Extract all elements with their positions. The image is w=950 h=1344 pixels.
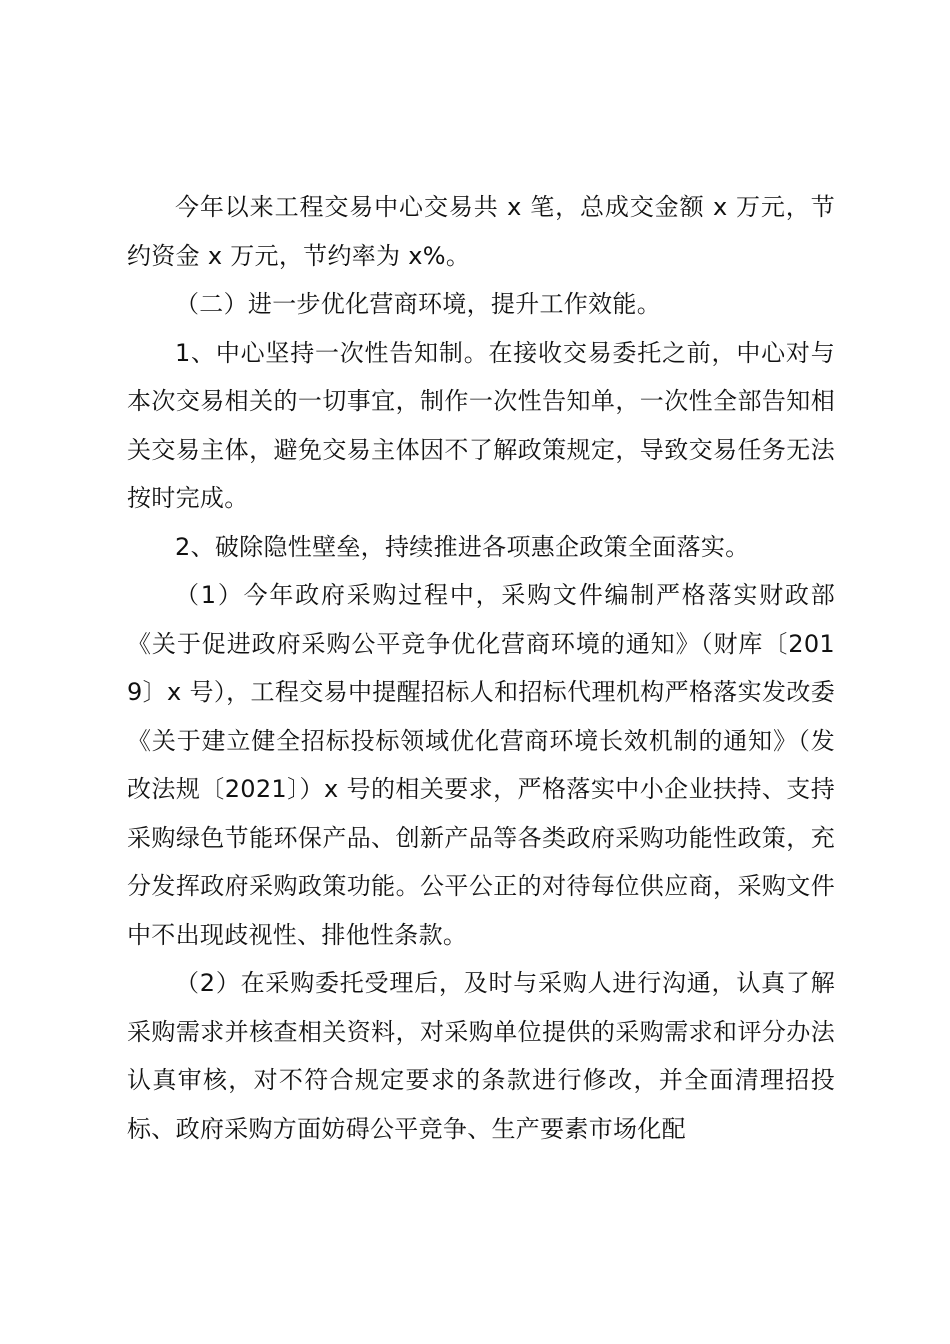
- paragraph-transaction-summary: 今年以来工程交易中心交易共 x 笔，总成交金额 x 万元，节约资金 x 万元，节约率为 x%。: [127, 193, 835, 270]
- paragraph-item-1: 1、中心坚持一次性告知制。在接收交易委托之前，中心对与本次交易相关的一切事宜，制作一次性告知单，一次性全部告知相关交易主体，避免交易主体因不了解政策规定，导致交易任务无法按时完成。: [127, 338, 835, 512]
- paragraph-subitem-2: （2）在采购委托受理后，及时与采购人进行沟通，认真了解采购需求并核查相关资料，对采购单位提供的采购需求和评分办法认真审核，对不符合规定要求的条款进行修改，并全面清理招投标、政府采购方面妨碍公平竞争、生产要素市场化配: [127, 969, 835, 1143]
- document-body: [127, 183, 835, 1153]
- paragraph-section-heading: （二）进一步优化营商环境，提升工作效能。: [175, 290, 661, 318]
- paragraph-subitem-1: （1）今年政府采购过程中，采购文件编制严格落实财政部《关于促进政府采购公平竞争优化营商环境的通知》（财库〔2019〕x 号），工程交易中提醒招标人和招标代理机构严格落实发改委《关于建立健全招标投标领域优化营商环境长效机制的通知》（发改法规〔2021〕）x 号的相关要求，严格落实中小企业扶持、支持采购绿色节能环保产品、创新产品等各类政府采购功能性政策，充分发挥政府采购政策功能。公平公正的对待每位供应商，采购文件中不出现歧视性、排他性条款。: [127, 581, 835, 949]
- paragraph-item-2: 2、破除隐性壁垒，持续推进各项惠企政策全面落实。: [175, 532, 750, 561]
